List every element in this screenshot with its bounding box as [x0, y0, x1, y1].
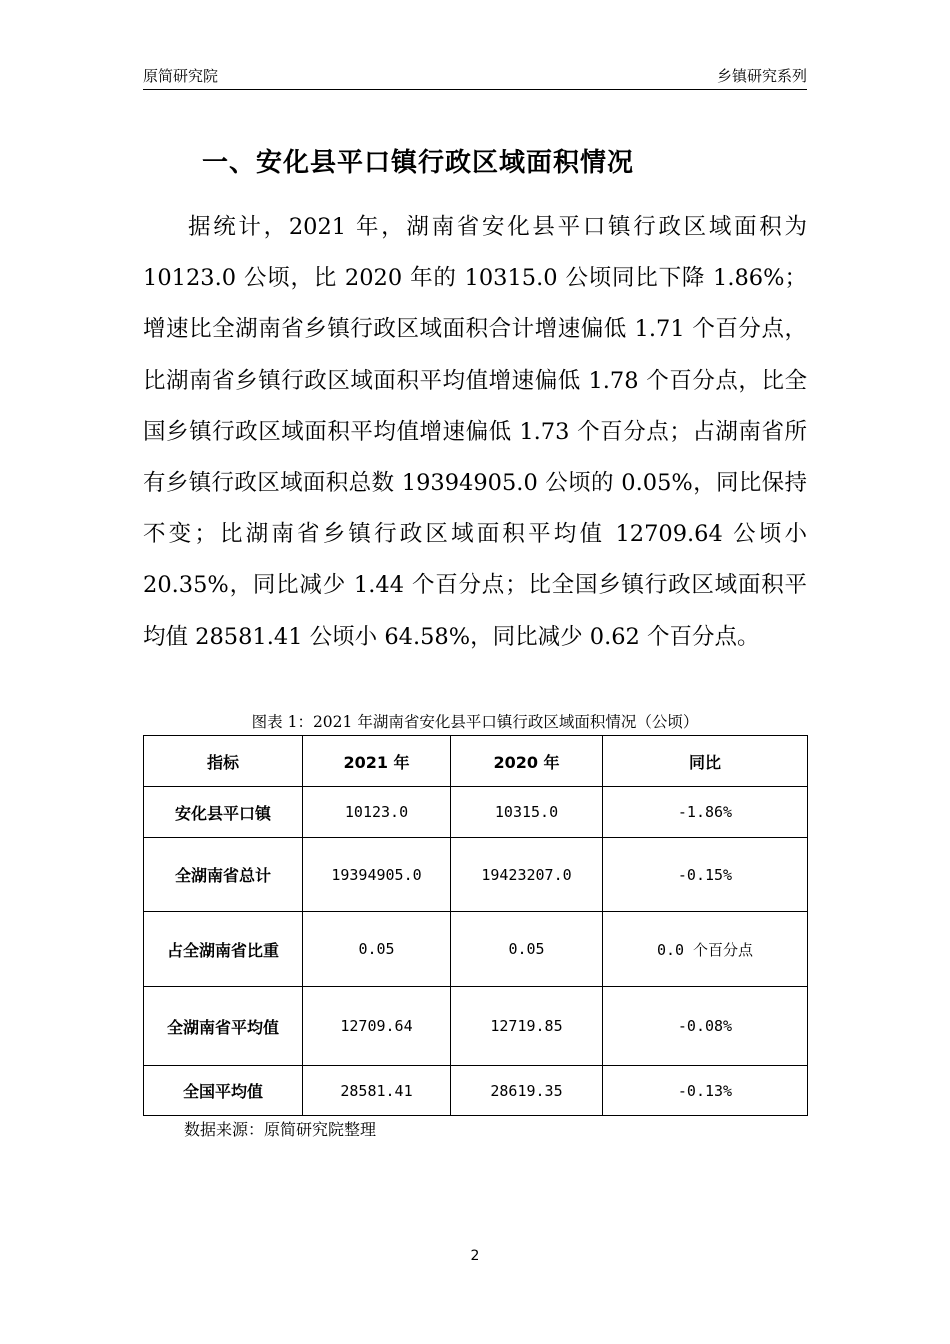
cell-yoy: -1.86% — [603, 787, 808, 838]
table-row — [144, 987, 808, 1066]
header-org-name: 原简研究院 — [143, 67, 219, 85]
row-label: 全湖南省平均值 — [144, 987, 303, 1066]
row-label: 全湖南省总计 — [144, 838, 303, 912]
row-label: 占全湖南省比重 — [144, 912, 303, 987]
cell-2020: 12719.85 — [451, 987, 603, 1066]
cell-yoy: -0.08% — [603, 987, 808, 1066]
column-header-indicator: 指标 — [144, 736, 303, 787]
table-row — [144, 912, 808, 987]
cell-2021: 10123.0 — [303, 787, 451, 838]
cell-yoy: 0.0 个百分点 — [603, 912, 808, 987]
column-header-2021: 2021 年 — [303, 736, 451, 787]
cell-yoy: -0.13% — [603, 1066, 808, 1116]
table-caption: 图表 1：2021 年湖南省安化县平口镇行政区域面积情况（公顷） — [251, 713, 699, 731]
cell-yoy: -0.15% — [603, 838, 808, 912]
header-series-name: 乡镇研究系列 — [716, 67, 807, 85]
row-label: 安化县平口镇 — [144, 787, 303, 838]
cell-2020: 0.05 — [451, 912, 603, 987]
row-label: 全国平均值 — [144, 1066, 303, 1116]
cell-2020: 10315.0 — [451, 787, 603, 838]
body-paragraph: 据统计，2021 年，湖南省安化县平口镇行政区域面积为 10123.0 公顷，比 2020 年的 10315.0 公顷同比下降 1.86%；增速比全湖南省乡镇行政区域面积合计增速偏低 1.71 个百分点，比湖南省乡镇行政区域面积平均值增速偏低 1.78 个百分点，比全国乡镇行政区域面积平均值增速偏低 1.73 个百分点；占湖南省所有乡镇行政区域面积总数 19394905.0 公顷的 0.05%，同比保持不变；比湖南省乡镇行政区域面积平均值 12709.64 公顷小 20.35%，同比减少 1.44 个百分点；比全国乡镇行政区域面积平均值 28581.41 公顷小 64.58%，同比减少 0.62 个百分点。 — [143, 214, 807, 650]
table-row — [144, 787, 808, 838]
column-header-yoy: 同比 — [603, 736, 808, 787]
cell-2020: 28619.35 — [451, 1066, 603, 1116]
cell-2021: 28581.41 — [303, 1066, 451, 1116]
cell-2021: 12709.64 — [303, 987, 451, 1066]
table-header-row — [144, 736, 808, 787]
data-source-note: 数据来源：原简研究院整理 — [184, 1120, 377, 1139]
table-row — [144, 1066, 808, 1116]
table-row — [144, 838, 808, 912]
cell-2021: 19394905.0 — [303, 838, 451, 912]
cell-2020: 19423207.0 — [451, 838, 603, 912]
page-number: 2 — [470, 1248, 480, 1264]
section-title: 一、安化县平口镇行政区域面积情况 — [202, 148, 635, 178]
column-header-2020: 2020 年 — [451, 736, 603, 787]
cell-2021: 0.05 — [303, 912, 451, 987]
header-divider — [143, 89, 807, 90]
area-table — [143, 735, 808, 1116]
